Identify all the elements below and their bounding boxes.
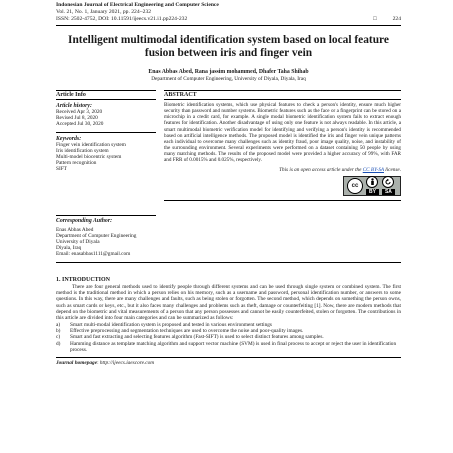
- abstract-heading: ABSTRACT: [164, 90, 401, 100]
- corresponding-author-details: [56, 227, 156, 258]
- article-history: [56, 109, 156, 128]
- page-number: 224: [392, 16, 401, 22]
- cc-badge-row: [164, 176, 401, 196]
- journal-header: [56, 2, 401, 26]
- cc-logo-icon: cc: [347, 178, 363, 194]
- corresponding-author-section: [56, 215, 156, 258]
- keyword-item: Iris identification system: [56, 147, 109, 154]
- paper-title: Intelligent multimodal identification system based on local feature fusion between iris and finger vein: [68, 34, 389, 59]
- license-statement: [164, 167, 401, 173]
- list-marker: c): [56, 334, 61, 341]
- homepage-link[interactable]: http://ijeecs.iaescore.com: [99, 360, 155, 367]
- keywords-heading: Keywords:: [56, 135, 82, 142]
- journal-volume: Vol. 21, No. 1, January 2021, pp. 224~232: [56, 9, 152, 15]
- history-revised: Revised Jul 8, 2020: [56, 115, 98, 122]
- cc-by-group: [366, 176, 379, 195]
- license-prefix: This is an open access article under the: [279, 166, 363, 173]
- list-marker: b): [56, 327, 61, 334]
- keyword-item: SIFT: [56, 166, 67, 173]
- journal-footer: Journal homepage: http://ijeecs.iaescore.com: [56, 357, 401, 366]
- cc-by-sa-link[interactable]: CC BY-SA: [362, 166, 384, 173]
- list-marker: a): [56, 321, 61, 328]
- cc-sa-group: [382, 176, 395, 195]
- list-text: Effective preprocessing and segmentation techniques are used to overcome the noise and poor-quality images.: [70, 327, 304, 334]
- abstract-text: Biometric identification systems, which use physical features to check a person's identity, ensure much higher security than password and number systems. Biometric features such as the face or a fingerprint can be stored on a microchip in a credit card, for example. A single modal biometric identification system fails to extract enough features for identification. Another disadvantage of using only one feature is not always readable. In this article, a smart multimodal biometric verification model for identifying and verifying a person's identity is recommended based on artificial intelligence methods. The proposed model is identified the iris and finger vein unique patterns each individual to overcome many challenges such as identity fraud, poor image quality, noise, and instability of the surrounding environment. Several experiments were performed on a dataset containing 50 people by using many matching methods. The results of the proposed model were provided a higher accuracy of 99%, with FAR and FRR of 0.0015% and 0.025%, respectively.: [164, 102, 401, 164]
- cc-by-label: BY: [366, 189, 379, 195]
- info-divider: [56, 132, 156, 133]
- keywords-list: [56, 142, 156, 173]
- abstract-column: [164, 90, 401, 201]
- contributions-list: [56, 322, 401, 354]
- cc-by-sa-badge[interactable]: [343, 176, 401, 196]
- introduction-heading: 1. INTRODUCTION: [56, 276, 111, 283]
- article-info-heading: Article Info: [56, 90, 156, 100]
- author-email: Email: enasabbas1111@gmail.com: [56, 251, 131, 258]
- abstract-divider: [164, 200, 401, 201]
- paper-affiliation: Department of Computer Engineering, University of Diyala, Diyala, Iraq: [151, 76, 306, 82]
- author-name: Enas Abbas Abed: [56, 226, 94, 233]
- history-received: Received Apr 3, 2020: [56, 109, 103, 115]
- cc-sa-label: SA: [382, 189, 395, 195]
- homepage-label: Journal homepage: [56, 360, 98, 367]
- article-info-section: [56, 90, 401, 201]
- article-history-heading: Article history:: [56, 103, 92, 109]
- list-text: Smart and fast extracting and selecting features algorithm (Fast-SIFT) is used to select distinct features among samples.: [70, 334, 324, 341]
- history-accepted: Accepted Jul 30, 2020: [56, 121, 104, 128]
- author-department: Department of Computer Engineering: [56, 232, 137, 239]
- paper-authors: Enas Abbas Abed, Rana jassim mohammed, Dhafer Taha Shihab: [148, 69, 309, 75]
- share-alike-icon: [382, 176, 394, 188]
- square-icon: □: [373, 16, 377, 22]
- journal-issn-doi: ISSN: 2502-4752, DOI: 10.11591/ijeecs.v21.i1.pp224-232: [56, 16, 188, 22]
- author-location: Diyala, Iraq: [56, 245, 82, 252]
- introduction-section: [56, 277, 401, 354]
- journal-name: Indonesian Journal of Electrical Engineering and Computer Science: [56, 2, 219, 8]
- list-marker: d): [56, 340, 61, 347]
- keyword-item: Pattern recognition: [56, 160, 97, 167]
- keyword-item: Finger vein identification system: [56, 141, 126, 148]
- author-university: University of Diyala: [56, 238, 100, 245]
- header-divider: [56, 25, 401, 26]
- list-text: Smart multi-modal identification system is proposed and tested in various environment settings: [70, 321, 272, 328]
- corresponding-divider: [56, 262, 401, 263]
- introduction-paragraph: There are four general methods used to identify people through different systems and can be used through single system or combined system. The first method is the traditional method in which a person relies on his memory, such as a username and password, personal identification number, or answers to some questions. In this way, there are many challenges and faults, such as being stolen or forgotten. The second method, which depends on something the person owns, such as smart cards or keys, etc., but it also faces many challenges and problems such as theft, damage or counterfeiting [1]. Now, there are modern methods that depend on the biometric and vital measurements of a person that any person possesses and cannot be easily counterfeited, stolen or forgotten. The contributions in this article are divided into four main categories and can be summarized as follows:: [56, 283, 401, 322]
- license-suffix: license.: [384, 166, 401, 173]
- paper-page: [56, 2, 401, 366]
- keyword-item: Multi-model biocentric system: [56, 154, 122, 161]
- list-text: Hamming distance as template matching algorithm and support vector machine (SVM) is used in final process to accept or reject the user in identification process.: [70, 340, 397, 354]
- list-item: [56, 341, 401, 354]
- person-icon: [366, 176, 378, 188]
- article-info-column: [56, 90, 156, 201]
- corresponding-author-heading: Corresponding Author:: [56, 215, 156, 224]
